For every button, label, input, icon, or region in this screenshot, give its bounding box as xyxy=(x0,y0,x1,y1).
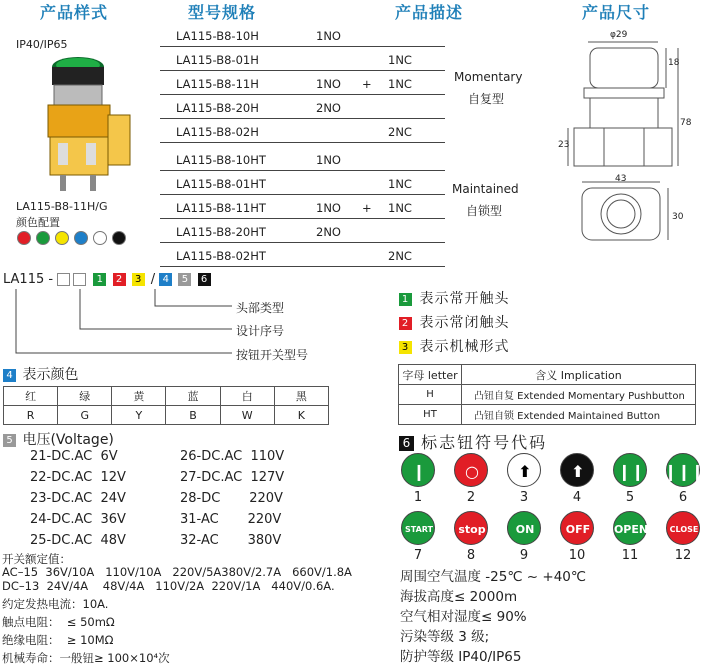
symbol-glyph: ❙❙ xyxy=(617,461,645,481)
color-name: 黑 xyxy=(274,387,328,406)
condition-line: 周围空气温度 -25℃ ~ +40℃ xyxy=(400,569,587,585)
legend-badge: 3 xyxy=(399,341,412,354)
symbol-glyph: START xyxy=(404,524,434,534)
color-section-title: 4 表示颜色 xyxy=(3,364,78,384)
voltage-item: 21-DC.AC 6V xyxy=(30,449,118,464)
dim-18: 18 xyxy=(668,58,680,68)
voltage-item: 22-DC.AC 12V xyxy=(30,470,126,485)
voltage-title: 5 电压(Voltage) xyxy=(3,429,114,449)
symbol-5-icon xyxy=(613,453,647,487)
label-switch-model: 按钮开关型号 xyxy=(236,348,309,362)
header-desc: 产品描述 xyxy=(395,3,464,22)
model-name: LA115-B8-11H xyxy=(176,77,259,91)
voltage-item: 31-AC 220V xyxy=(180,512,282,527)
model-name: LA115-B8-02H xyxy=(176,125,259,139)
header-model: 型号规格 xyxy=(188,3,257,22)
plus-sign: + xyxy=(362,201,372,215)
condition-line: 污染等级 3 级; xyxy=(400,629,490,645)
model-row xyxy=(160,146,445,171)
code-n4: 4 xyxy=(159,273,172,286)
symbol-7-icon xyxy=(401,511,435,545)
color-code: G xyxy=(58,406,112,425)
code-prefix: LA115 - xyxy=(3,272,54,287)
symbol-glyph: ❙ xyxy=(412,461,426,481)
no-contacts: 2NO xyxy=(316,225,341,239)
dim-43: 43 xyxy=(615,174,627,184)
color-name: 红 xyxy=(4,387,58,406)
momentary-cn: 自复型 xyxy=(468,92,505,106)
no-contacts: 1NO xyxy=(316,201,341,215)
color-dot xyxy=(74,231,88,245)
dim-29: φ29 xyxy=(610,30,628,40)
maintained-cn: 自锁型 xyxy=(466,204,503,218)
color-code: K xyxy=(274,406,328,425)
legend-text: 表示常闭触头 xyxy=(414,315,510,331)
no-contacts: 1NO xyxy=(316,153,341,167)
dim-30: 30 xyxy=(672,212,684,222)
model-name: LA115-B8-10H xyxy=(176,29,259,43)
color-dot xyxy=(93,231,107,245)
nc-contacts: 2NC xyxy=(388,125,412,139)
voltage-item: 27-DC.AC 127V xyxy=(180,470,285,485)
symbol-glyph: ON xyxy=(515,522,535,536)
color-name: 绿 xyxy=(58,387,112,406)
symbol-6-icon xyxy=(663,453,704,487)
color-code: B xyxy=(166,406,220,425)
nc-contacts: 1NC xyxy=(388,177,412,191)
color-table xyxy=(3,386,329,425)
header-style: 产品样式 xyxy=(40,3,109,22)
symbol-2-icon xyxy=(454,453,488,487)
code-n2: 2 xyxy=(113,273,126,286)
color-dot xyxy=(36,231,50,245)
nc-contacts: 1NC xyxy=(388,77,412,91)
symbol-number: 9 xyxy=(519,548,529,563)
label-design-no: 设计序号 xyxy=(236,324,285,338)
no-contacts: 2NO xyxy=(316,101,341,115)
legend-badge: 1 xyxy=(399,293,412,306)
no-contacts: 1NO xyxy=(316,77,341,91)
plus-sign: + xyxy=(362,77,372,91)
symbol-number: 2 xyxy=(466,490,476,505)
model-row xyxy=(160,194,445,219)
model-row xyxy=(160,170,445,195)
label-head-type: 头部类型 xyxy=(236,301,285,315)
symbol-number: 6 xyxy=(678,490,688,505)
symbol-number: 3 xyxy=(519,490,529,505)
color-code: R xyxy=(4,406,58,425)
voltage-item: 28-DC 220V xyxy=(180,491,283,506)
symbol-glyph: ○ xyxy=(465,461,479,481)
spec-line: AC–15 36V/10A 110V/10A 220V/5A380V/2.7A 660V/1.8A xyxy=(2,565,352,579)
legend-item xyxy=(399,336,509,356)
dim-78: 78 xyxy=(680,118,692,128)
color-dot xyxy=(55,231,69,245)
letter-ht: HT xyxy=(399,405,462,425)
symbol-glyph: OPEN xyxy=(613,522,649,536)
symbol-12-icon xyxy=(666,511,700,545)
condition-line: 海拔高度≤ 2000m xyxy=(400,589,518,605)
symbol-glyph: stop xyxy=(458,522,486,536)
model-name: LA115-B8-20H xyxy=(176,101,259,115)
product-photo xyxy=(30,55,140,200)
symbol-glyph: OFF xyxy=(565,522,591,536)
header-size: 产品尺寸 xyxy=(582,3,651,22)
spec-line: 约定发热电流：10A. xyxy=(2,597,109,611)
implication-header: 含义 Implication xyxy=(462,365,696,385)
symbol-title: 6 标志钮符号代码 xyxy=(399,430,547,453)
dim-23: 23 xyxy=(558,140,570,150)
legend-text: 表示常开触头 xyxy=(414,291,510,307)
color-name: 白 xyxy=(220,387,274,406)
maintained-en: Maintained xyxy=(452,182,519,196)
model-caption: LA115-B8-11H/G xyxy=(16,200,108,213)
symbol-number: 8 xyxy=(466,548,476,563)
no-contacts: 1NO xyxy=(316,29,341,43)
color-code: Y xyxy=(112,406,166,425)
model-name: LA115-B8-01HT xyxy=(176,177,266,191)
code-n5: 5 xyxy=(178,273,191,286)
color-dot xyxy=(17,231,31,245)
meaning-ht: 凸钮自锁 Extended Maintained Button xyxy=(462,405,696,425)
voltage-item: 24-DC.AC 36V xyxy=(30,512,126,527)
symbol-3-icon xyxy=(507,453,541,487)
symbol-10-icon xyxy=(560,511,594,545)
model-name: LA115-B8-10HT xyxy=(176,153,266,167)
voltage-item: 25-DC.AC 48V xyxy=(30,533,126,548)
symbol-number: 12 xyxy=(674,548,692,563)
symbol-glyph: ⬆ xyxy=(571,461,585,481)
symbol-number: 1 xyxy=(413,490,423,505)
legend-item xyxy=(399,288,509,308)
code-n1: 1 xyxy=(93,273,106,286)
model-row xyxy=(160,46,445,71)
model-name: LA115-B8-02HT xyxy=(176,249,266,263)
symbol-8-icon xyxy=(454,511,488,545)
model-row xyxy=(160,70,445,95)
symbol-4-icon xyxy=(560,453,594,487)
code-leader-lines xyxy=(0,285,240,365)
ip-label: IP40/IP65 xyxy=(16,38,68,51)
symbol-number: 11 xyxy=(621,548,639,563)
meaning-h: 凸钮自复 Extended Momentary Pushbutton xyxy=(462,385,696,405)
color-dot xyxy=(112,231,126,245)
voltage-item: 23-DC.AC 24V xyxy=(30,491,126,506)
model-row xyxy=(160,242,445,267)
symbol-number: 4 xyxy=(572,490,582,505)
color-config-label: 颜色配置 xyxy=(16,216,60,229)
condition-line: 防护等级 IP40/IP65 xyxy=(400,649,522,665)
color-code: W xyxy=(220,406,274,425)
code-slash: / xyxy=(150,272,156,287)
letter-header: 字母 letter xyxy=(399,365,462,385)
spec-line: DC–13 24V/4A 48V/4A 110V/2A 220V/1A 440V/0.6A. xyxy=(2,579,335,593)
spec-line: 开关额定值： xyxy=(2,552,71,566)
spec-line: 绝缘电阻： ≥ 10MΩ xyxy=(2,633,114,647)
legend-text: 表示机械形式 xyxy=(414,339,510,355)
model-row xyxy=(160,118,445,143)
symbol-number: 7 xyxy=(413,548,423,563)
voltage-item: 26-DC.AC 110V xyxy=(180,449,285,464)
model-name: LA115-B8-11HT xyxy=(176,201,266,215)
model-row xyxy=(160,218,445,243)
symbol-number: 5 xyxy=(625,490,635,505)
symbol-glyph: ⬆ xyxy=(518,461,532,481)
symbol-glyph: CLOSE xyxy=(669,524,699,534)
spec-line: 机械寿命：一般钮≥ 100×10⁴次 xyxy=(2,651,170,665)
condition-line: 空气相对湿度≤ 90% xyxy=(400,609,527,625)
model-name: LA115-B8-01H xyxy=(176,53,259,67)
nc-contacts: 1NC xyxy=(388,201,412,215)
momentary-en: Momentary xyxy=(454,70,523,84)
code-n3: 3 xyxy=(132,273,145,286)
nc-contacts: 2NC xyxy=(388,249,412,263)
nc-contacts: 1NC xyxy=(388,53,412,67)
letter-table xyxy=(398,364,696,425)
color-name: 蓝 xyxy=(166,387,220,406)
spec-line: 触点电阻： ≤ 50mΩ xyxy=(2,615,115,629)
letter-h: H xyxy=(399,385,462,405)
symbol-11-icon xyxy=(613,511,647,545)
code-n6: 6 xyxy=(198,273,211,286)
model-name: LA115-B8-20HT xyxy=(176,225,266,239)
legend-badge: 2 xyxy=(399,317,412,330)
voltage-item: 32-AC 380V xyxy=(180,533,282,548)
color-name: 黄 xyxy=(112,387,166,406)
symbol-glyph: ❙❙❙ xyxy=(663,461,704,481)
symbol-number: 10 xyxy=(568,548,586,563)
legend-item xyxy=(399,312,509,332)
symbol-1-icon xyxy=(401,453,435,487)
model-row xyxy=(160,94,445,119)
symbol-9-icon xyxy=(507,511,541,545)
model-row xyxy=(160,22,445,47)
